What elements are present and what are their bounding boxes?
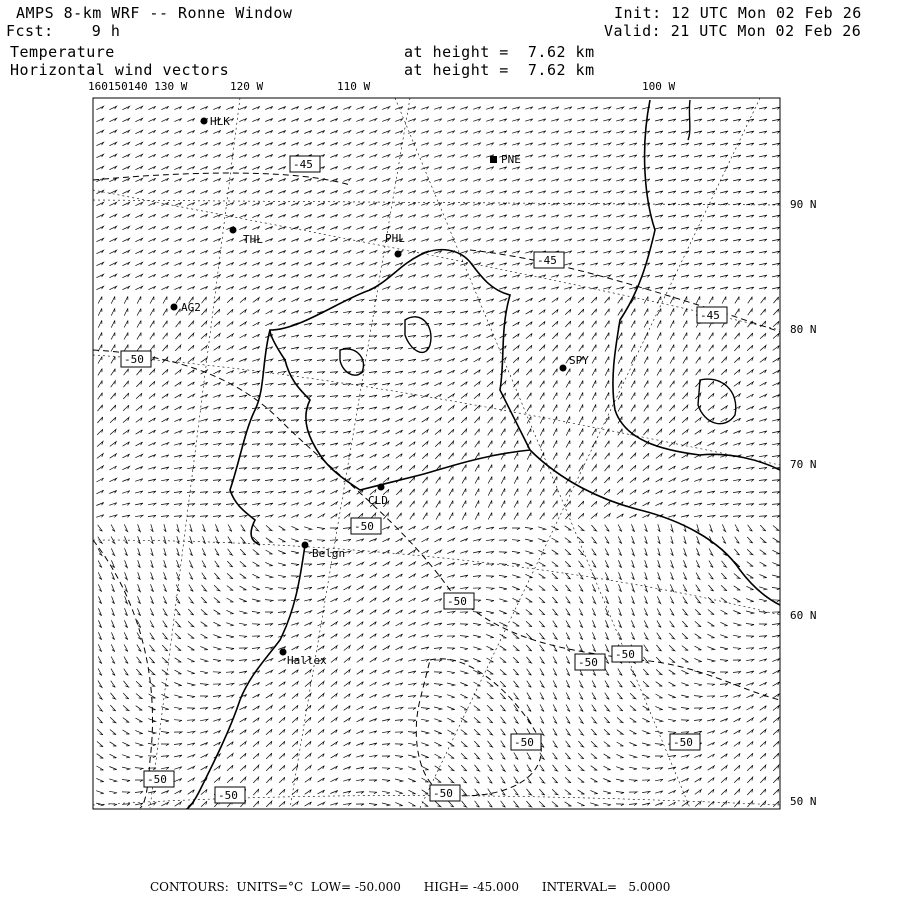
station-hlk [201,115,231,128]
contour-label-box [430,785,460,801]
contour-label-box [444,593,474,609]
station-hallex [280,649,328,668]
wind-vector-arrows [96,106,780,807]
lat-label: 70 N [790,458,817,471]
lat-label: 80 N [790,323,817,336]
wind-vectors [96,106,780,807]
lat-label: 60 N [790,609,817,622]
station-label: AG2 [181,301,201,314]
lat-label: 50 N [790,795,817,808]
svg-text:-50: -50 [615,648,635,661]
field-wind: Horizontal wind vectors [10,61,230,79]
svg-text:-50: -50 [218,789,238,802]
contour-label-box [575,654,605,670]
svg-text:-50: -50 [354,520,374,533]
init-time: Init: 12 UTC Mon 02 Feb 26 [614,4,862,22]
station-belgn [302,542,346,561]
contour-label-box [670,734,700,750]
latitude-labels [790,198,817,808]
station-thl [230,227,264,247]
lon-label: 110 W [337,80,371,93]
svg-text:-50: -50 [514,736,534,749]
svg-text:-45: -45 [537,254,557,267]
svg-text:-45: -45 [293,158,313,171]
svg-text:-50: -50 [124,353,144,366]
contour-label-box [351,518,381,534]
forecast-hour: Fcst: 9 h [6,22,121,40]
svg-text:-50: -50 [673,736,693,749]
temperature-contours [93,173,780,808]
coastlines [185,100,780,810]
station-label: SPY [569,354,589,367]
station-label: Belgn [312,547,346,560]
field-temperature: Temperature [10,43,115,61]
contour-label-box [697,307,727,323]
lon-label: 160150140 130 W [88,80,188,93]
height-wind: at height = 7.62 km [404,61,595,79]
contour-legend: CONTOURS: UNITS=°C LOW= -50.000 HIGH= -45.000 INTERVAL= 5.0000 [150,880,671,894]
contour-label-box [121,351,151,367]
svg-text:-45: -45 [700,309,720,322]
station-pne [490,153,521,166]
station-ag2 [171,301,201,314]
svg-text:-50: -50 [433,787,453,800]
contour-label-box [511,734,541,750]
station-markers [171,115,590,667]
map-title: AMPS 8-km WRF -- Ronne Window [16,4,293,22]
height-temperature: at height = 7.62 km [404,43,595,61]
station-spy [560,354,590,372]
svg-text:-50: -50 [147,773,167,786]
station-label: PHL [385,232,405,245]
station-label: CLD [368,494,388,507]
longitude-labels [88,80,675,93]
lon-label: 120 W [230,80,264,93]
station-label: Hallex [287,654,327,667]
valid-time: Valid: 21 UTC Mon 02 Feb 26 [604,22,862,40]
contour-label-box [290,156,320,172]
station-phl [385,232,405,258]
svg-text:-50: -50 [578,656,598,669]
station-label: HLK [210,115,230,128]
station-label: THL [243,233,263,246]
svg-text:-50: -50 [447,595,467,608]
lat-label: 90 N [790,198,817,211]
contour-label-box [144,771,174,787]
contour-label-box [534,252,564,268]
contour-label-box [612,646,642,662]
station-label: PNE [501,153,521,166]
contour-label-box [215,787,245,803]
lon-label: 100 W [642,80,676,93]
